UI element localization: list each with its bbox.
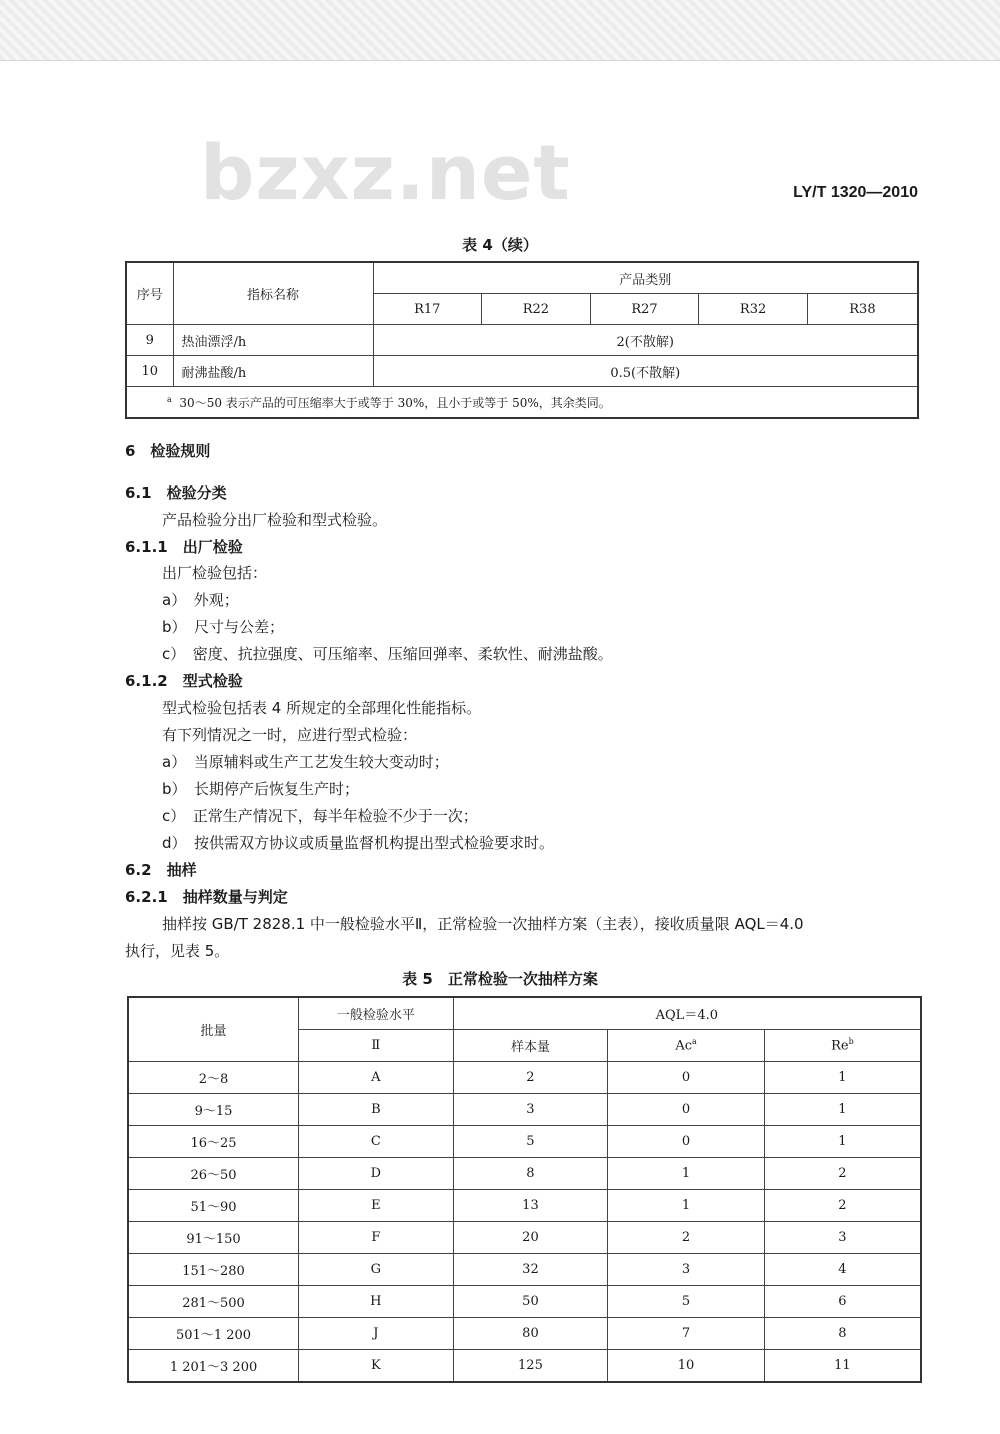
table5-cell-ac: 0 <box>608 1062 765 1094</box>
table5-cell-code: E <box>299 1190 454 1222</box>
table5-header-level-ii: Ⅱ <box>299 1030 454 1062</box>
table5-cell-n: 32 <box>453 1254 608 1286</box>
table5-cell-ac: 5 <box>608 1286 765 1318</box>
table4-row-value: 0.5(不散解) <box>373 356 918 387</box>
table4-footnote <box>126 387 918 419</box>
table5-cell-re: 8 <box>764 1318 921 1350</box>
table5-cell-batch: 9～15 <box>128 1094 299 1126</box>
list-item: a） 外观； <box>162 591 239 609</box>
table4-row-value: 2(不散解) <box>373 325 918 356</box>
table5-cell-re: 1 <box>764 1062 921 1094</box>
list-item: d） 按供需双方协议或质量监督机构提出型式检验要求时。 <box>162 834 555 852</box>
table5-cell-ac: 10 <box>608 1350 765 1383</box>
paragraph: 产品检验分出厂检验和型式检验。 <box>162 511 388 529</box>
list-item: b） 长期停产后恢复生产时； <box>162 780 360 798</box>
paragraph: 有下列情况之一时，应进行型式检验： <box>162 726 418 744</box>
table5-header-level: 一般检验水平 <box>299 997 454 1030</box>
table-row <box>128 1062 921 1094</box>
table-row <box>128 1094 921 1126</box>
table4-header-no: 序号 <box>126 262 173 325</box>
paragraph: 执行，见表 5。 <box>125 942 230 960</box>
paragraph: 型式检验包括表 4 所规定的全部理化性能指标。 <box>162 699 482 717</box>
table5-cell-re: 1 <box>764 1094 921 1126</box>
table4-header-category: 产品类别 <box>373 262 918 294</box>
table4-row-name: 热油漂浮/h <box>173 325 373 356</box>
table5-cell-n: 3 <box>453 1094 608 1126</box>
table5-cell-code: J <box>299 1318 454 1350</box>
list-item: b） 尺寸与公差； <box>162 618 285 636</box>
table-row <box>128 1190 921 1222</box>
section-6-1-heading: 6.1 检验分类 <box>125 484 227 502</box>
table5-cell-batch: 151～280 <box>128 1254 299 1286</box>
table5-cell-n: 20 <box>453 1222 608 1254</box>
table5-cell-re: 4 <box>764 1254 921 1286</box>
table5-cell-ac: 0 <box>608 1094 765 1126</box>
list-item: a） 当原辅料或生产工艺发生较大变动时； <box>162 753 449 771</box>
table-row <box>128 1158 921 1190</box>
list-item: c） 正常生产情况下，每半年检验不少于一次； <box>162 807 478 825</box>
table5-cell-batch: 16～25 <box>128 1126 299 1158</box>
table-row <box>126 325 918 356</box>
table5-cell-code: K <box>299 1350 454 1383</box>
table5-cell-re: 6 <box>764 1286 921 1318</box>
table-row <box>126 356 918 387</box>
paragraph: 抽样按 GB/T 2828.1 中一般检验水平Ⅱ，正常检验一次抽样方案（主表），接收质量限 AQL＝4.0 <box>162 915 804 933</box>
re-footnote-mark: b <box>848 1037 854 1047</box>
table5-header-ac <box>608 1030 765 1062</box>
table5-cell-code: H <box>299 1286 454 1318</box>
section-6-2-heading: 6.2 抽样 <box>125 861 197 879</box>
table5-header-re <box>764 1030 921 1062</box>
ac-label: Ac <box>675 1038 692 1054</box>
table5-cell-batch: 2～8 <box>128 1062 299 1094</box>
table4-header-name: 指标名称 <box>173 262 373 325</box>
table5-cell-code: B <box>299 1094 454 1126</box>
table5-cell-batch: 26～50 <box>128 1158 299 1190</box>
table5-cell-n: 50 <box>453 1286 608 1318</box>
table5-cell-n: 5 <box>453 1126 608 1158</box>
section-6-1-2-heading: 6.1.2 型式检验 <box>125 672 243 690</box>
table5-cell-ac: 0 <box>608 1126 765 1158</box>
table5-cell-re: 1 <box>764 1126 921 1158</box>
table-row <box>128 1318 921 1350</box>
table4-category: R27 <box>590 294 699 325</box>
table5-cell-code: G <box>299 1254 454 1286</box>
table5-cell-batch: 51～90 <box>128 1190 299 1222</box>
paragraph: 出厂检验包括： <box>162 564 268 582</box>
table5-cell-ac: 7 <box>608 1318 765 1350</box>
table5-cell-re: 3 <box>764 1222 921 1254</box>
section-6-2-1-heading: 6.2.1 抽样数量与判定 <box>125 888 288 906</box>
table5-cell-code: A <box>299 1062 454 1094</box>
section-6-heading: 6 检验规则 <box>125 442 211 460</box>
table5-cell-n: 2 <box>453 1062 608 1094</box>
table5-caption: 表 5 正常检验一次抽样方案 <box>402 970 598 988</box>
table4-category: R38 <box>807 294 918 325</box>
table4-row-no: 10 <box>126 356 173 387</box>
table-row <box>128 1350 921 1383</box>
table4-category: R17 <box>373 294 482 325</box>
table5-cell-re: 11 <box>764 1350 921 1383</box>
table5-cell-batch: 501～1 200 <box>128 1318 299 1350</box>
table5-cell-n: 125 <box>453 1350 608 1383</box>
table4-row-no: 9 <box>126 325 173 356</box>
ac-footnote-mark: a <box>691 1037 697 1047</box>
table4-row-name: 耐沸盐酸/h <box>173 356 373 387</box>
standard-code: LY/T 1320—2010 <box>793 184 918 201</box>
table-row <box>128 1126 921 1158</box>
table5-cell-re: 2 <box>764 1158 921 1190</box>
table5-cell-ac: 3 <box>608 1254 765 1286</box>
table4-category: R32 <box>699 294 808 325</box>
table5-cell-n: 13 <box>453 1190 608 1222</box>
footnote-mark: a <box>167 394 172 404</box>
section-6-1-1-heading: 6.1.1 出厂检验 <box>125 538 243 556</box>
table5-cell-ac: 1 <box>608 1190 765 1222</box>
table4-category: R22 <box>482 294 591 325</box>
table-row <box>128 1286 921 1318</box>
table5-header-batch: 批量 <box>128 997 299 1062</box>
table5-cell-re: 2 <box>764 1190 921 1222</box>
table5-cell-n: 80 <box>453 1318 608 1350</box>
list-item: c） 密度、抗拉强度、可压缩率、压缩回弹率、柔软性、耐沸盐酸。 <box>162 645 613 663</box>
table5 <box>127 996 922 1383</box>
table5-cell-ac: 1 <box>608 1158 765 1190</box>
table5-cell-code: C <box>299 1126 454 1158</box>
table-row <box>128 1222 921 1254</box>
table5-cell-batch: 91～150 <box>128 1222 299 1254</box>
table5-cell-code: F <box>299 1222 454 1254</box>
table4 <box>125 261 919 419</box>
top-bar <box>0 0 1000 61</box>
table5-cell-batch: 281～500 <box>128 1286 299 1318</box>
re-label: Re <box>831 1038 849 1054</box>
footnote-text: 30～50 表示产品的可压缩率大于或等于 30%，且小于或等于 50%，其余类同。 <box>179 395 611 410</box>
table5-cell-batch: 1 201～3 200 <box>128 1350 299 1383</box>
watermark: bzxz.net <box>200 128 571 217</box>
table5-cell-n: 8 <box>453 1158 608 1190</box>
table5-header-sample: 样本量 <box>453 1030 608 1062</box>
table-row <box>128 1254 921 1286</box>
table4-caption: 表 4（续） <box>462 236 538 254</box>
table5-header-aql: AQL＝4.0 <box>453 997 921 1030</box>
table5-cell-ac: 2 <box>608 1222 765 1254</box>
table5-cell-code: D <box>299 1158 454 1190</box>
